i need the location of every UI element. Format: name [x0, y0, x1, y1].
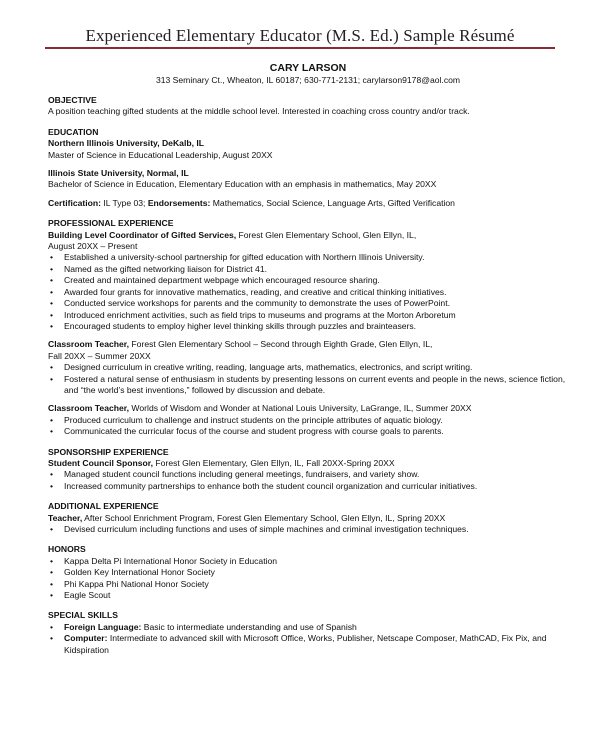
- sponsorship-section: [48, 447, 568, 493]
- list-item: • Awarded four grants for innovative mathematics, reading, and creative and critical thinking initiatives.: [48, 287, 568, 298]
- job-header: [48, 513, 568, 524]
- additional-section: [48, 501, 568, 535]
- job-title: Building Level Coordinator of Gifted Services,: [48, 229, 237, 240]
- list-item: • Introduced enrichment activities, such as field trips to museums and programs at the Morton Arboretum: [48, 310, 568, 321]
- list-item: • Established a university-school partnership for gifted education with Northern Illinois University.: [48, 252, 568, 263]
- job-place: Forest Glen Elementary, Glen Ellyn, IL, Fall 20XX-Spring 20XX: [153, 457, 395, 468]
- additional-heading: ADDITIONAL EXPERIENCE: [48, 501, 159, 512]
- certification-label: Certification:: [48, 197, 101, 208]
- job-place: Worlds of Wisdom and Wonder at National Louis University, LaGrange, IL, Summer 20XX: [129, 403, 472, 414]
- objective-heading: OBJECTIVE: [48, 95, 97, 105]
- document-title: Experienced Elementary Educator (M.S. Ed.) Sample Résumé: [85, 26, 515, 45]
- list-item: • Golden Key International Honor Society: [48, 567, 568, 578]
- education-degree: Master of Science in Educational Leadership, August 20XX: [48, 149, 273, 160]
- skills-heading: SPECIAL SKILLS: [48, 610, 119, 621]
- list-item: • Phi Kappa Phi National Honor Society: [48, 579, 568, 590]
- applicant-name: CARY LARSON: [269, 62, 347, 74]
- list-item: • Communicated the curricular focus of the course and student progress with course goals to parents.: [48, 426, 568, 437]
- list-item: • Kappa Delta Pi International Honor Society in Education: [48, 556, 568, 567]
- job-place: Forest Glen Elementary School – Second through Eighth Grade, Glen Ellyn, IL,: [129, 339, 433, 350]
- list-item: [48, 622, 568, 633]
- resume-body: [48, 62, 568, 656]
- education-degree: Bachelor of Science in Education, Elementary Education with an emphasis in mathematics, May 20XX: [48, 179, 437, 190]
- job-title: Student Council Sponsor,: [48, 457, 154, 468]
- list-item: • Produced curriculum to challenge and instruct students on the principle attributes of aquatic biology.: [48, 415, 568, 426]
- education-heading: EDUCATION: [48, 126, 99, 137]
- job-place: After School Enrichment Program, Forest Glen Elementary School, Glen Ellyn, IL, Spring 20XX: [82, 512, 446, 523]
- objective-section: [48, 95, 568, 118]
- job-bullets: [48, 362, 568, 396]
- professional-section: [48, 218, 568, 437]
- list-item: • Eagle Scout: [48, 590, 568, 601]
- contact-line: 313 Seminary Ct., Wheaton, IL 60187; 630-771-2131; carylarson9178@aol.com: [155, 75, 461, 85]
- sponsorship-heading: SPONSORSHIP EXPERIENCE: [48, 446, 169, 457]
- education-school: Illinois State University, Normal, IL: [48, 168, 189, 179]
- honors-heading: HONORS: [48, 544, 86, 555]
- job-header: [48, 403, 568, 414]
- endorsements-value: Mathematics, Social Science, Language Arts, Gifted Verification: [210, 197, 455, 208]
- job-dates: Fall 20XX – Summer 20XX: [48, 350, 151, 361]
- job-title: Teacher,: [48, 512, 83, 523]
- list-item: • Managed student council functions including general meetings, fundraisers, and variety show.: [48, 469, 568, 480]
- skill-label: Computer:: [64, 633, 108, 644]
- title-divider: [45, 47, 555, 49]
- job-bullets: [48, 252, 568, 332]
- honors-list: [48, 556, 568, 602]
- job-bullets: [48, 415, 568, 438]
- list-item: • Conducted service workshops for parents and the community to demonstrate the uses of PowerPoint.: [48, 298, 568, 309]
- certification-line: [48, 198, 568, 209]
- list-item: • Increased community partnerships to enhance both the student council organization and curricular initiatives.: [48, 481, 568, 492]
- job-bullets: [48, 469, 568, 492]
- skills-section: [48, 610, 568, 656]
- job-dates: August 20XX – Present: [48, 241, 138, 252]
- certification-value: IL Type 03;: [101, 197, 148, 208]
- skill-text: Basic to intermediate understanding and use of Spanish: [141, 621, 357, 632]
- skill-label: Foreign Language:: [64, 621, 142, 632]
- education-section: [48, 127, 568, 209]
- endorsements-label: Endorsements:: [147, 197, 211, 208]
- job-header: [48, 458, 568, 469]
- list-item: • Created and maintained department webpage which encouraged resource sharing.: [48, 275, 568, 286]
- job-bullets: [48, 524, 568, 535]
- list-item: • Fostered a natural sense of enthusiasm in students by presenting lessons on current events and people in the news, science fiction, and “the world’s best inventions,” followed by discussion and debate.: [48, 374, 568, 397]
- list-item: • Named as the gifted networking liaison for District 41.: [48, 264, 568, 275]
- honors-section: [48, 544, 568, 601]
- job-title: Classroom Teacher,: [48, 339, 130, 350]
- list-item: • Encouraged students to employ higher level thinking skills through puzzles and brainteasers.: [48, 321, 568, 332]
- job-header: [48, 339, 568, 350]
- skills-list: [48, 622, 568, 656]
- skill-text: Intermediate to advanced skill with Microsoft Office, Works, Publisher, Netscape Composer, MathCAD, Fix Pix, and Kidspiration: [64, 633, 547, 655]
- job-place: Forest Glen Elementary School, Glen Ellyn, IL,: [236, 229, 417, 240]
- list-item: • Devised curriculum including functions and uses of simple machines and criminal investigation techniques.: [48, 524, 568, 535]
- job-header: [48, 230, 568, 241]
- list-item: [48, 633, 568, 656]
- job-title: Classroom Teacher,: [48, 403, 130, 414]
- education-school: Northern Illinois University, DeKalb, IL: [48, 138, 204, 149]
- list-item: • Designed curriculum in creative writing, reading, language arts, mathematics, electronics, and script writing.: [48, 362, 568, 373]
- professional-heading: PROFESSIONAL EXPERIENCE: [48, 218, 174, 229]
- objective-text: A position teaching gifted students at the middle school level. Interested in coaching cross country and/or track.: [48, 106, 470, 117]
